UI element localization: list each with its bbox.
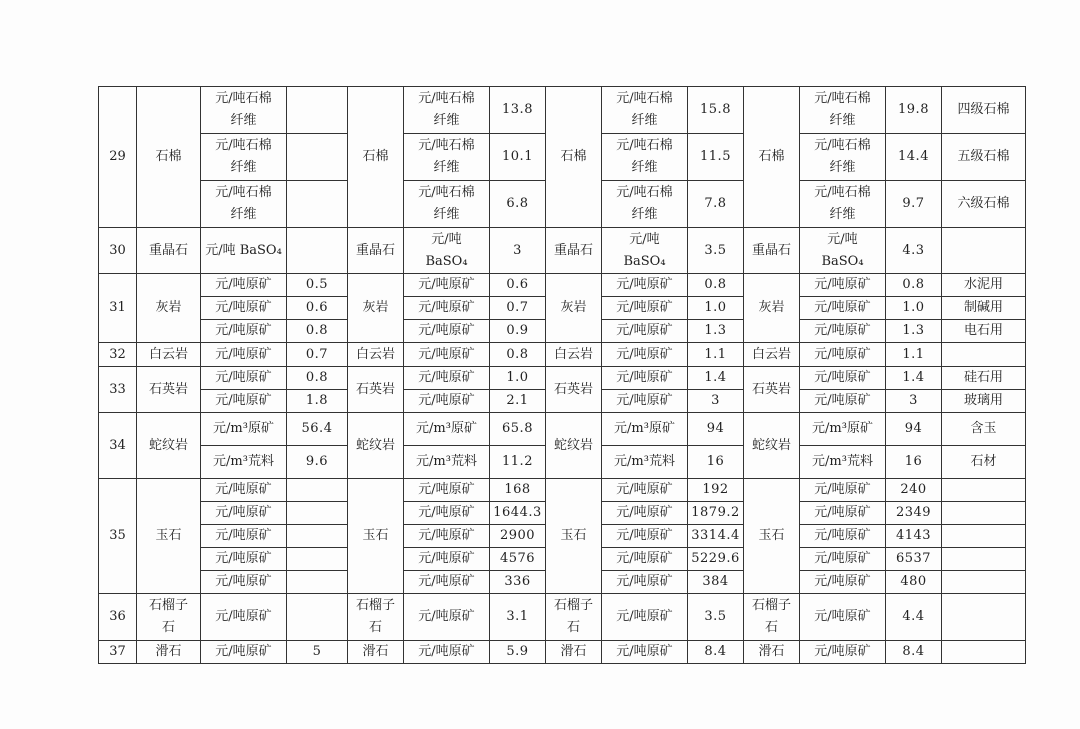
rate-cell: 0.8 [886,274,942,297]
unit-cell: 元/m³荒料 [201,446,287,479]
note-cell [942,548,1026,571]
rate-cell: 11.5 [688,134,744,181]
rate-cell: 4.4 [886,594,942,641]
rate-cell: 1.0 [490,367,546,390]
unit-cell: 元/吨 BaSO₄ [404,228,490,274]
unit-cell: 元/吨原矿 [800,594,886,641]
unit-cell: 元/吨原矿 [602,571,688,594]
rate-cell [287,134,348,181]
mineral-name: 玉石 [546,479,602,594]
mineral-name: 重晶石 [348,228,404,274]
mineral-name: 灰岩 [744,274,800,343]
unit-cell: 元/吨石棉 纤维 [201,87,287,134]
unit-cell: 元/吨原矿 [404,479,490,502]
mineral-name: 重晶石 [137,228,201,274]
rate-cell: 2349 [886,502,942,525]
note-cell [942,641,1026,664]
rate-cell: 0.8 [287,367,348,390]
rate-cell: 6.8 [490,181,546,228]
table-row [99,367,1026,390]
unit-cell: 元/吨原矿 [201,320,287,343]
unit-cell: 元/吨原矿 [404,571,490,594]
unit-cell: 元/m³荒料 [602,446,688,479]
unit-cell: 元/吨原矿 [404,502,490,525]
unit-cell: 元/吨原矿 [602,502,688,525]
mineral-name: 玉石 [137,479,201,594]
rate-cell: 2.1 [490,390,546,413]
mineral-name: 石榴子 石 [744,594,800,641]
note-cell [942,502,1026,525]
unit-cell: 元/吨原矿 [404,594,490,641]
unit-cell: 元/吨原矿 [800,641,886,664]
unit-cell: 元/吨原矿 [800,367,886,390]
unit-cell: 元/吨石棉 纤维 [602,181,688,228]
unit-cell: 元/吨原矿 [602,320,688,343]
unit-cell: 元/吨原矿 [404,390,490,413]
unit-cell: 元/m³原矿 [404,413,490,446]
mineral-name: 蛇纹岩 [348,413,404,479]
mineral-name: 滑石 [546,641,602,664]
rate-cell: 0.7 [490,297,546,320]
note-cell [942,525,1026,548]
rate-cell: 336 [490,571,546,594]
unit-cell: 元/吨原矿 [201,479,287,502]
mineral-name: 重晶石 [744,228,800,274]
note-cell: 水泥用 [942,274,1026,297]
mineral-name: 滑石 [137,641,201,664]
rate-cell: 7.8 [688,181,744,228]
rate-cell: 11.2 [490,446,546,479]
rate-cell: 14.4 [886,134,942,181]
unit-cell: 元/吨原矿 [602,390,688,413]
table-row [99,594,1026,641]
rate-cell [287,525,348,548]
rate-cell: 65.8 [490,413,546,446]
rate-cell: 0.9 [490,320,546,343]
rate-cell: 4143 [886,525,942,548]
note-cell [942,479,1026,502]
table-row [99,413,1026,446]
note-cell [942,228,1026,274]
row-number: 37 [99,641,137,664]
rate-cell: 5.9 [490,641,546,664]
unit-cell: 元/吨石棉 纤维 [404,87,490,134]
rate-cell: 1.4 [886,367,942,390]
unit-cell: 元/m³原矿 [602,413,688,446]
unit-cell: 元/吨原矿 [404,548,490,571]
unit-cell: 元/吨原矿 [602,343,688,367]
mineral-name: 石棉 [546,87,602,228]
rate-cell: 3.5 [688,228,744,274]
rate-cell: 1644.3 [490,502,546,525]
unit-cell: 元/吨原矿 [201,641,287,664]
mineral-name: 石英岩 [744,367,800,413]
rate-cell: 168 [490,479,546,502]
rate-cell [287,594,348,641]
row-number: 33 [99,367,137,413]
mineral-name: 玉石 [744,479,800,594]
unit-cell: 元/吨原矿 [404,641,490,664]
rate-cell [287,228,348,274]
rate-cell: 1.1 [688,343,744,367]
unit-cell: 元/吨石棉 纤维 [404,134,490,181]
row-number: 30 [99,228,137,274]
unit-cell: 元/吨石棉 纤维 [201,181,287,228]
note-cell: 制碱用 [942,297,1026,320]
unit-cell: 元/m³原矿 [800,413,886,446]
unit-cell: 元/吨原矿 [800,502,886,525]
note-cell: 玻璃用 [942,390,1026,413]
unit-cell: 元/吨原矿 [800,548,886,571]
rate-cell: 3314.4 [688,525,744,548]
unit-cell: 元/吨原矿 [404,343,490,367]
unit-cell: 元/吨原矿 [404,297,490,320]
mineral-name: 石棉 [744,87,800,228]
unit-cell: 元/吨石棉 纤维 [800,87,886,134]
rate-cell: 3 [688,390,744,413]
mineral-name: 玉石 [348,479,404,594]
rate-cell: 56.4 [287,413,348,446]
rate-cell: 1.3 [688,320,744,343]
unit-cell: 元/吨石棉 纤维 [602,87,688,134]
rate-cell: 192 [688,479,744,502]
note-cell: 石材 [942,446,1026,479]
table-row [99,641,1026,664]
rate-cell [287,502,348,525]
row-number: 32 [99,343,137,367]
note-cell [942,571,1026,594]
rate-cell: 5 [287,641,348,664]
rate-cell: 13.8 [490,87,546,134]
unit-cell: 元/m³原矿 [201,413,287,446]
row-number: 29 [99,87,137,228]
mineral-name: 蛇纹岩 [744,413,800,479]
rate-cell [287,571,348,594]
mineral-name: 石英岩 [348,367,404,413]
unit-cell: 元/吨原矿 [404,320,490,343]
rate-cell: 0.6 [287,297,348,320]
row-number: 31 [99,274,137,343]
rate-cell: 1.1 [886,343,942,367]
mineral-name: 灰岩 [546,274,602,343]
unit-cell: 元/吨原矿 [201,594,287,641]
mineral-name: 石英岩 [546,367,602,413]
unit-cell: 元/吨原矿 [800,343,886,367]
unit-cell: 元/吨原矿 [404,274,490,297]
note-cell: 五级石棉 [942,134,1026,181]
unit-cell: 元/吨原矿 [201,343,287,367]
table-row [99,274,1026,297]
unit-cell: 元/吨石棉 纤维 [800,134,886,181]
unit-cell: 元/吨原矿 [602,274,688,297]
rate-cell: 8.4 [688,641,744,664]
unit-cell: 元/吨石棉 纤维 [602,134,688,181]
unit-cell: 元/吨原矿 [201,297,287,320]
rate-cell: 94 [688,413,744,446]
unit-cell: 元/吨 BaSO₄ [602,228,688,274]
unit-cell: 元/吨 BaSO₄ [201,228,287,274]
unit-cell: 元/吨原矿 [602,525,688,548]
rate-cell: 15.8 [688,87,744,134]
unit-cell: 元/吨原矿 [602,297,688,320]
unit-cell: 元/吨原矿 [800,297,886,320]
rate-cell: 6537 [886,548,942,571]
rate-cell: 94 [886,413,942,446]
note-cell [942,343,1026,367]
mineral-name: 石棉 [348,87,404,228]
rate-cell: 0.8 [490,343,546,367]
rate-cell: 1879.2 [688,502,744,525]
table-row [99,228,1026,274]
mineral-name: 白云岩 [348,343,404,367]
rate-cell: 3.5 [688,594,744,641]
mineral-name: 蛇纹岩 [546,413,602,479]
unit-cell: 元/吨原矿 [602,594,688,641]
unit-cell: 元/吨原矿 [404,525,490,548]
rate-cell: 19.8 [886,87,942,134]
mineral-name: 白云岩 [744,343,800,367]
unit-cell: 元/吨原矿 [201,548,287,571]
rate-cell [287,479,348,502]
rate-cell: 0.5 [287,274,348,297]
note-cell: 电石用 [942,320,1026,343]
table-row [99,479,1026,502]
unit-cell: 元/吨石棉 纤维 [800,181,886,228]
rate-cell: 1.4 [688,367,744,390]
unit-cell: 元/吨原矿 [800,479,886,502]
unit-cell: 元/吨原矿 [201,274,287,297]
rate-cell: 3.1 [490,594,546,641]
mineral-name: 石榴子 石 [137,594,201,641]
rate-cell: 10.1 [490,134,546,181]
unit-cell: 元/吨原矿 [800,525,886,548]
mineral-name: 石榴子 石 [546,594,602,641]
note-cell: 含玉 [942,413,1026,446]
unit-cell: 元/吨原矿 [800,320,886,343]
mineral-name: 白云岩 [137,343,201,367]
rate-cell: 480 [886,571,942,594]
unit-cell: 元/吨原矿 [800,390,886,413]
mineral-name: 石英岩 [137,367,201,413]
row-number: 34 [99,413,137,479]
mineral-name: 蛇纹岩 [137,413,201,479]
unit-cell: 元/吨原矿 [201,571,287,594]
unit-cell: 元/m³荒料 [404,446,490,479]
unit-cell: 元/吨原矿 [201,502,287,525]
unit-cell: 元/吨原矿 [800,274,886,297]
rate-cell: 8.4 [886,641,942,664]
unit-cell: 元/吨石棉 纤维 [201,134,287,181]
rate-cell: 384 [688,571,744,594]
mineral-name: 滑石 [744,641,800,664]
rate-cell: 16 [886,446,942,479]
rate-cell: 9.7 [886,181,942,228]
unit-cell: 元/吨原矿 [602,367,688,390]
mineral-name: 滑石 [348,641,404,664]
unit-cell: 元/吨石棉 纤维 [404,181,490,228]
table-row [99,343,1026,367]
unit-cell: 元/吨原矿 [602,479,688,502]
mineral-name: 灰岩 [137,274,201,343]
rate-cell: 4576 [490,548,546,571]
rate-cell: 3 [490,228,546,274]
unit-cell: 元/吨原矿 [201,390,287,413]
resource-tax-table [98,86,1026,664]
rate-cell: 0.6 [490,274,546,297]
rate-cell: 0.8 [287,320,348,343]
mineral-name: 灰岩 [348,274,404,343]
unit-cell: 元/吨原矿 [602,641,688,664]
unit-cell: 元/吨 BaSO₄ [800,228,886,274]
rate-cell: 1.8 [287,390,348,413]
rate-cell: 1.3 [886,320,942,343]
unit-cell: 元/吨原矿 [201,367,287,390]
rate-cell: 1.0 [688,297,744,320]
unit-cell: 元/吨原矿 [602,548,688,571]
rate-cell: 5229.6 [688,548,744,571]
rate-cell: 4.3 [886,228,942,274]
unit-cell: 元/吨原矿 [404,367,490,390]
table-row [99,87,1026,134]
unit-cell: 元/吨原矿 [201,525,287,548]
rate-cell [287,548,348,571]
rate-cell: 16 [688,446,744,479]
mineral-name: 石棉 [137,87,201,228]
unit-cell: 元/吨原矿 [800,571,886,594]
mineral-name: 石榴子 石 [348,594,404,641]
rate-cell: 2900 [490,525,546,548]
mineral-name: 重晶石 [546,228,602,274]
note-cell [942,594,1026,641]
unit-cell: 元/m³荒料 [800,446,886,479]
rate-cell: 0.7 [287,343,348,367]
note-cell: 六级石棉 [942,181,1026,228]
rate-cell: 0.8 [688,274,744,297]
rate-cell [287,87,348,134]
mineral-name: 白云岩 [546,343,602,367]
row-number: 36 [99,594,137,641]
rate-cell: 3 [886,390,942,413]
rate-cell: 240 [886,479,942,502]
note-cell: 硅石用 [942,367,1026,390]
row-number: 35 [99,479,137,594]
rate-cell: 1.0 [886,297,942,320]
rate-cell [287,181,348,228]
rate-cell: 9.6 [287,446,348,479]
note-cell: 四级石棉 [942,87,1026,134]
